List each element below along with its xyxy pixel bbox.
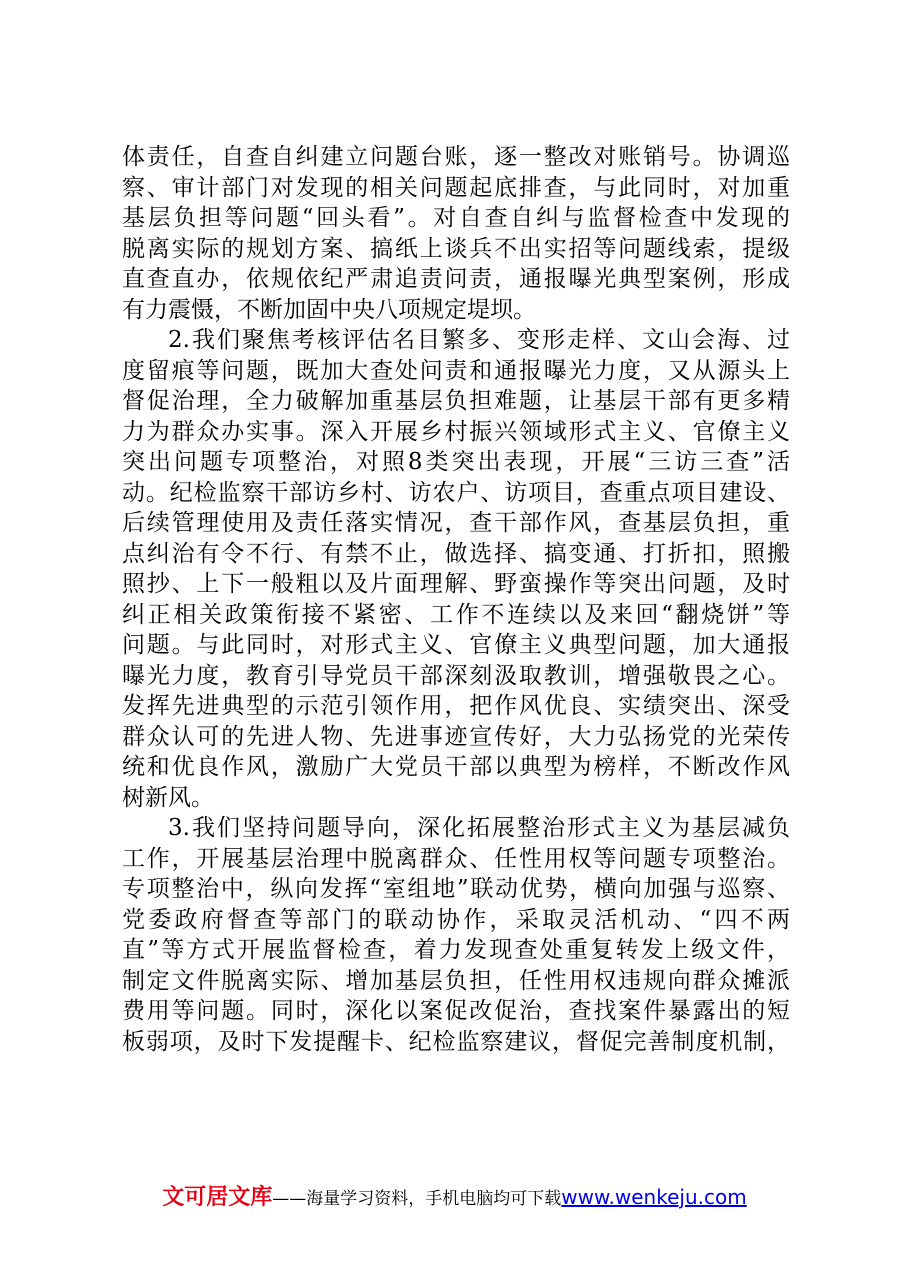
text-line: 体责任，自查自纠建立问题台账，逐一整改对账销号。协调巡: [122, 144, 790, 170]
text-line: 费用等问题。同时，深化以案促改促治，查找案件暴露出的短: [122, 998, 790, 1024]
text-line: 树新风。: [122, 784, 214, 811]
text-line: 问题。与此同时，对形式主义、官僚主义典型问题，加大通报: [122, 632, 790, 658]
text-line: 突出问题专项整治，对照8类突出表现，开展“三访三查”活: [122, 449, 790, 475]
text-line: 督促治理，全力破解加重基层负担难题，让基层干部有更多精: [122, 388, 790, 414]
document-body: [122, 142, 790, 1057]
brand-name: 文可居文库: [162, 1185, 273, 1210]
text-line: 力为群众办实事。深入开展乡村振兴领域形式主义、官僚主义: [122, 418, 790, 445]
text-line: 照抄、上下一般粗以及片面理解、野蛮操作等突出问题，及时: [122, 571, 790, 597]
text-line: 发挥先进典型的示范引领作用，把作风优良、实绩突出、深受: [122, 693, 790, 719]
text-line: 曝光力度，教育引导党员干部深刻汲取教训，增强敬畏之心。: [122, 662, 790, 689]
text-line: 动。纪检监察干部访乡村、访农户、访项目，查重点项目建设、: [122, 479, 790, 506]
text-line: 直”等方式开展监督检查，着力发现查处重复转发上级文件，: [122, 937, 790, 963]
paragraph-3-first-line: 3.我们坚持问题导向，深化拓展整治形式主义为基层减负: [168, 815, 790, 841]
text-line: 纠正相关政策衔接不紧密、工作不连续以及来回“翻烧饼”等: [122, 601, 790, 628]
text-line: 党委政府督查等部门的联动协作，采取灵活机动、“四不两: [122, 906, 790, 933]
text-line: 察、审计部门对发现的相关问题起底排查，与此同时，对加重: [122, 174, 790, 201]
text-line: 制定文件脱离实际、增加基层负担，任性用权违规向群众摊派: [122, 967, 790, 994]
paragraph-2-first-line: 2.我们聚焦考核评估名目繁多、变形走样、文山会海、过: [168, 327, 790, 353]
text-line: 点纠治有令不行、有禁不止，做选择、搞变通、打折扣，照搬: [122, 540, 790, 567]
footer-banner: [0, 1180, 909, 1211]
website-link[interactable]: www.wenkeju.com: [561, 1185, 747, 1209]
text-line: 度留痕等问题，既加大查处问责和通报曝光力度，又从源头上: [122, 357, 790, 384]
text-line: 基层负担等问题“回头看”。对自查自纠与监督检查中发现的: [122, 205, 790, 231]
text-line: 板弱项，及时下发提醒卡、纪检监察建议，督促完善制度机制，: [122, 1028, 790, 1055]
text-line: 后续管理使用及责任落实情况，查干部作风，查基层负担，重: [122, 510, 790, 536]
text-line: 工作，开展基层治理中脱离群众、任性用权等问题专项整治。: [122, 845, 790, 872]
text-line: 专项整治中，纵向发挥“室组地”联动优势，横向加强与巡察、: [122, 876, 790, 902]
text-line: 群众认可的先进人物、先进事迹宣传好，大力弘扬党的光荣传: [122, 723, 790, 750]
text-line: 脱离实际的规划方案、搞纸上谈兵不出实招等问题线索，提级: [122, 235, 790, 262]
text-line: 有力震慑，不断加固中央八项规定堤坝。: [122, 296, 536, 323]
text-line: 直查直办，依规依纪严肃追责问责，通报曝光典型案例，形成: [122, 266, 790, 292]
footer-slogan: ——海量学习资料，手机电脑均可下载: [272, 1189, 562, 1209]
text-line: 统和优良作风，激励广大党员干部以典型为榜样，不断改作风: [122, 754, 790, 780]
